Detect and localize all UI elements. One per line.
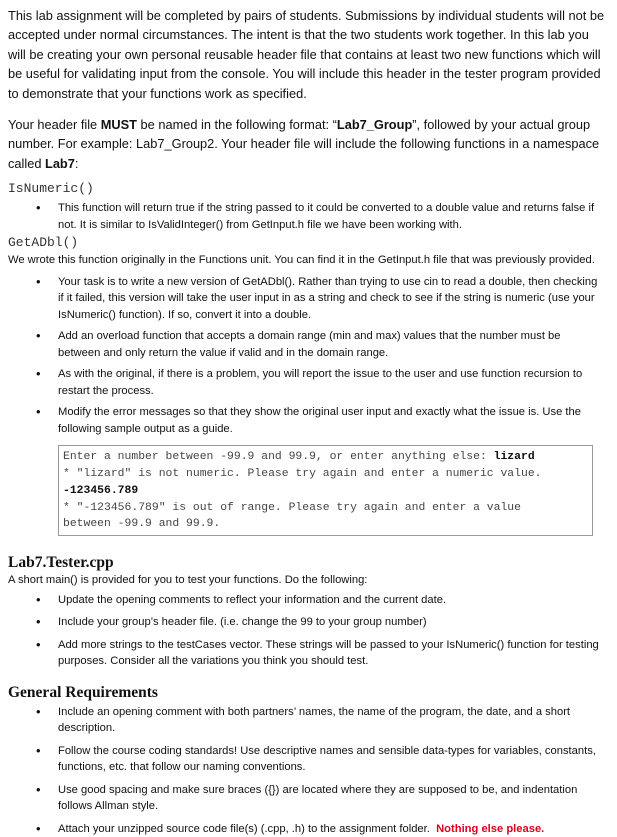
list-item: • As with the original, if there is a problem, you will report the issue to the user and use function recursion to restart the process. <box>8 366 605 399</box>
isnumeric-list <box>8 200 605 233</box>
general-requirements-heading: General Requirements <box>8 683 158 701</box>
list-item: • Use good spacing and make sure braces ({}) are located where they are supposed to be, and indentation follows Allman style. <box>8 782 605 815</box>
list-item: • Modify the error messages so that they show the original user input and exactly what the issue is. Use the following sample output as a guide. <box>8 404 605 437</box>
sample-line-1: Enter a number between -99.9 and 99.9, or enter anything else: lizard <box>63 451 535 464</box>
getadbl-heading: GetADbl() <box>8 235 79 251</box>
intro-paragraph: This lab assignment will be completed by pairs of students. Submissions by individual students will not be accepted under normal circumstances. The intent is that the two students work together. In this lab you will be creating your own personal reusable header file that contains at least two new functions which will be useful for validating input from the console. You will include this header in the tester program provided to demonstrate that your functions work as specified. <box>8 8 605 101</box>
list-item: • Add more strings to the testCases vector. These strings will be passed to your IsNumeric() function for testing purposes. Consider all the variations you think you should test. <box>8 637 605 670</box>
list-item: • Follow the course coding standards! Use descriptive names and sensible data-types for variables, constants, functions, etc. that follow our naming conventions. <box>8 743 605 776</box>
sample-line-4: * "-123456.789" is out of range. Please try again and enter a value <box>63 501 521 514</box>
list-item: • Add an overload function that accepts a domain range (min and max) values that the number must be between and only return the value if valid and in the domain range. <box>8 328 605 361</box>
header-file-paragraph: Your header file MUST be named in the following format: “Lab7_Group”, followed by your actual group number. For example: Lab7_Group2. Your header file will include the following functions in a namespace called Lab7: <box>8 117 600 171</box>
general-list <box>8 704 605 837</box>
nothing-else-emphasis: Nothing else please. <box>436 822 545 835</box>
list-item: • Include an opening comment with both partners’ names, the name of the program, the date, and a short description. <box>8 704 605 737</box>
list-item: • This function will return true if the string passed to it could be converted to a double value and returns false if not. It is similar to IsValidInteger() from GetInput.h file we have been working with. <box>8 200 605 233</box>
getadbl-description: We wrote this function originally in the Functions unit. You can find it in the GetInput.h file that was previously provided. <box>8 254 595 267</box>
tester-list <box>8 592 605 670</box>
namespace-name: Lab7 <box>45 155 75 171</box>
tester-intro: A short main() is provided for you to test your functions. Do the following: <box>8 574 368 587</box>
sample-line-3: -123456.789 <box>63 484 139 497</box>
list-item: • Include your group’s header file. (i.e. change the 99 to your group number) <box>8 614 605 631</box>
must-emphasis: MUST <box>100 117 137 133</box>
format-name: Lab7_Group <box>336 117 413 133</box>
sample-line-5: between -99.9 and 99.9. <box>63 518 221 531</box>
list-item: • Update the opening comments to reflect your information and the current date. <box>8 592 605 609</box>
list-item: • Attach your unzipped source code file(s) (.cpp, .h) to the assignment folder. Nothing else please. <box>8 821 605 837</box>
tester-heading: Lab7.Tester.cpp <box>8 554 114 572</box>
sample-line-2: * "lizard" is not numeric. Please try again and enter a numeric value. <box>63 468 542 481</box>
isnumeric-heading: IsNumeric() <box>8 181 94 197</box>
list-item: • Your task is to write a new version of GetADbl(). Rather than trying to use cin to read a double, then checking if it failed, this version will take the user input in as a string and check to see if the string is numeric (use your IsNumeric() function). If so, convert it into a double. <box>8 274 605 324</box>
sample-output-box <box>58 445 593 536</box>
getadbl-list <box>8 274 605 438</box>
